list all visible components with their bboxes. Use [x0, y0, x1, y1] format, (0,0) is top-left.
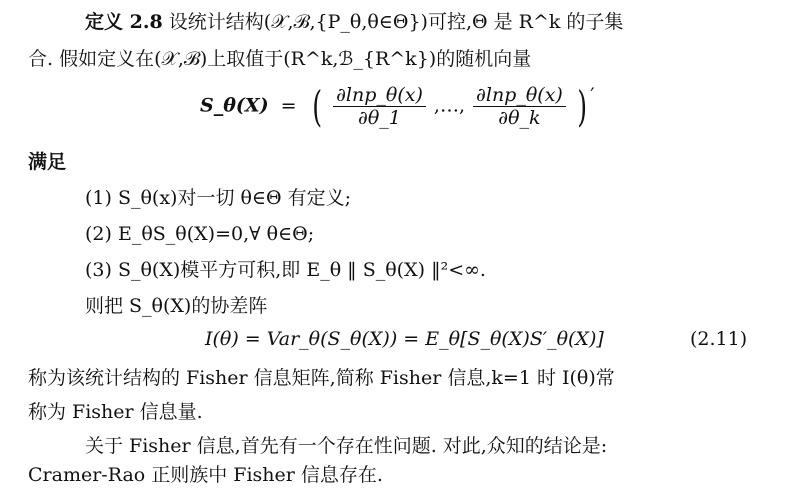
closing-line-2: 称为 Fisher 信息量. [28, 401, 203, 423]
right-paren: ) [577, 81, 587, 131]
closing-line-4: Cramer-Rao 正则族中 Fisher 信息存在. [28, 464, 383, 486]
score-transpose: ′ [590, 84, 595, 106]
equation-number: (2.11) [690, 328, 748, 350]
covariance-intro: 则把 S_θ(X)的协差阵 [85, 295, 268, 317]
condition-1: (1) S_θ(x)对一切 θ∈Θ 有定义; [85, 187, 352, 209]
condition-3: (3) S_θ(X)模平方可积,即 E_θ ‖ S_θ(X) ‖²<∞. [85, 259, 486, 281]
definition-line-2 [28, 47, 531, 71]
definition-heading: 定义 2.8 [85, 11, 163, 33]
score-lhs: S_θ(X) [200, 94, 269, 117]
definition-line-2-text: 合. 假如定义在(𝒳,ℬ)上取值于(R^k,ℬ_{R^k})的随机向量 [28, 48, 532, 70]
score-equals: = [280, 94, 297, 117]
fisher-formula: I(θ) = Var_θ(S_θ(X)) = E_θ[S_θ(X)S′_θ(X)] [205, 328, 604, 350]
score-denominator-1: ∂θ_1 [358, 107, 401, 129]
definition-line-1-text: 设统计结构(𝒳,ℬ,{P_θ,θ∈Θ})可控,Θ 是 R^k 的子集 [168, 11, 624, 33]
score-denominator-k: ∂θ_k [498, 107, 541, 129]
score-fraction-1 [333, 84, 426, 129]
definition-line-1 [85, 10, 623, 34]
left-paren: ( [311, 81, 322, 131]
condition-2: (2) E_θS_θ(X)=0,∀ θ∈Θ; [85, 223, 315, 245]
closing-line-3: 关于 Fisher 信息,首先有一个存在性问题. 对此,众知的结论是: [85, 435, 608, 457]
satisfy-label: 满足 [28, 151, 67, 173]
score-ellipsis: ,…, [433, 94, 465, 117]
score-numerator-1: ∂lnp_θ(x) [333, 84, 426, 107]
score-fraction-k [473, 84, 566, 129]
closing-line-1: 称为该统计结构的 Fisher 信息矩阵,简称 Fisher 信息,k=1 时 I(θ)常 [28, 367, 615, 389]
score-formula [200, 81, 595, 131]
score-numerator-k: ∂lnp_θ(x) [473, 84, 566, 107]
